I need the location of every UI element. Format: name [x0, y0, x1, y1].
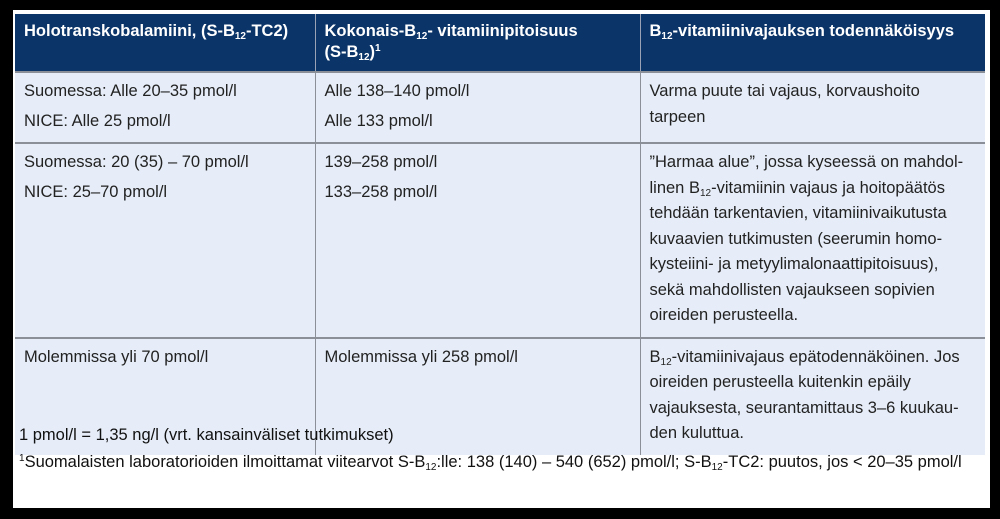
- cell-text: B: [649, 347, 661, 366]
- footnote-marker: 1: [375, 43, 381, 54]
- cell-total-b12: [315, 143, 640, 338]
- conversion-note: 1 pmol/l = 1,35 ng/l (vrt. kansainväliset tutkimukset): [19, 426, 394, 444]
- cell-text: Suomessa: 20 (35) – 70 pmol/l: [24, 153, 249, 171]
- cell-text: NICE: Alle 25 pmol/l: [24, 111, 171, 130]
- cell-text: NICE: 25–70 pmol/l: [24, 182, 168, 201]
- subscript: 12: [234, 31, 246, 42]
- cell-probability: [640, 72, 985, 143]
- document-page: [13, 10, 990, 508]
- cell-text: Suomessa: Alle 20–35 pmol/l: [24, 82, 237, 100]
- cell-text: ”Harmaa alue”, jossa kyseessä on mahdollinen B: [649, 153, 964, 197]
- table-row: [15, 72, 985, 143]
- header-holotranscobalamin: [15, 14, 315, 72]
- cell-total-b12: [315, 72, 640, 143]
- subscript: 12: [660, 356, 672, 368]
- table-header-row: [15, 14, 985, 72]
- footnote-text: :lle: 138 (140) – 540 (652) pmol/l; S-B: [436, 453, 712, 471]
- header-text: -TC2): [245, 22, 289, 40]
- header-text: Holotranskobalamiini, (S-B: [24, 22, 235, 40]
- cell-text: Molemmissa yli 70 pmol/l: [24, 347, 209, 366]
- cell-probability: [640, 143, 985, 338]
- header-text: ): [369, 43, 376, 61]
- footnote-marker: 1: [19, 453, 25, 464]
- cell-text: 139–258 pmol/l: [324, 153, 438, 171]
- header-text: -vitamiinivajauksen todennäköisyys: [672, 22, 955, 40]
- cell-text: -vitamiinivajaus epätodennäköinen. Jos oireiden perusteella kuitenkin epäily vajauksesta, seurantamittaus 3–6 kuukauden kuluttua.: [649, 347, 960, 442]
- cell-text: Alle 133 pmol/l: [324, 111, 433, 130]
- subscript: 12: [425, 462, 437, 473]
- header-text: (S-B: [324, 43, 359, 61]
- cell-text: Varma puute tai vajaus, korvaushoito tarpeen: [649, 82, 920, 126]
- subscript: 12: [711, 462, 723, 473]
- subscript: 12: [661, 31, 673, 42]
- cell-text: Molemmissa yli 258 pmol/l: [324, 347, 518, 366]
- header-text: - vitamiinipitoisuus: [427, 22, 578, 40]
- cell-holotc: [15, 72, 315, 143]
- table-row: [15, 143, 985, 338]
- subscript: 12: [358, 52, 370, 63]
- header-text: B: [649, 22, 662, 40]
- cell-text: Alle 138–140 pmol/l: [324, 82, 470, 100]
- footnote-1: [19, 449, 984, 476]
- header-deficiency-probability: [640, 14, 985, 72]
- cell-text: -vitamiinin vajaus ja hoitopäätös tehdään tarkentavien, vitamiinivaikutusta kuvaavien tutkimusten (seerumin homokysteiini- ja metyylimalonaattipitoisuus), sekä mahdollisten vajaukseen sopivien oireiden perusteella.: [649, 178, 947, 324]
- header-text: Kokonais-B: [324, 22, 417, 40]
- footnote-text: Suomalaisten laboratorioiden ilmoittamat viitearvot S-B: [24, 453, 426, 471]
- b12-reference-table: [15, 14, 985, 455]
- table-footnotes: [19, 422, 984, 476]
- footnote-text: -TC2: puutos, jos < 20–35 pmol/l: [722, 453, 962, 471]
- cell-holotc: [15, 143, 315, 338]
- subscript: 12: [699, 187, 712, 199]
- subscript: 12: [416, 31, 428, 42]
- cell-text: 133–258 pmol/l: [324, 182, 438, 201]
- header-total-b12: [315, 14, 640, 72]
